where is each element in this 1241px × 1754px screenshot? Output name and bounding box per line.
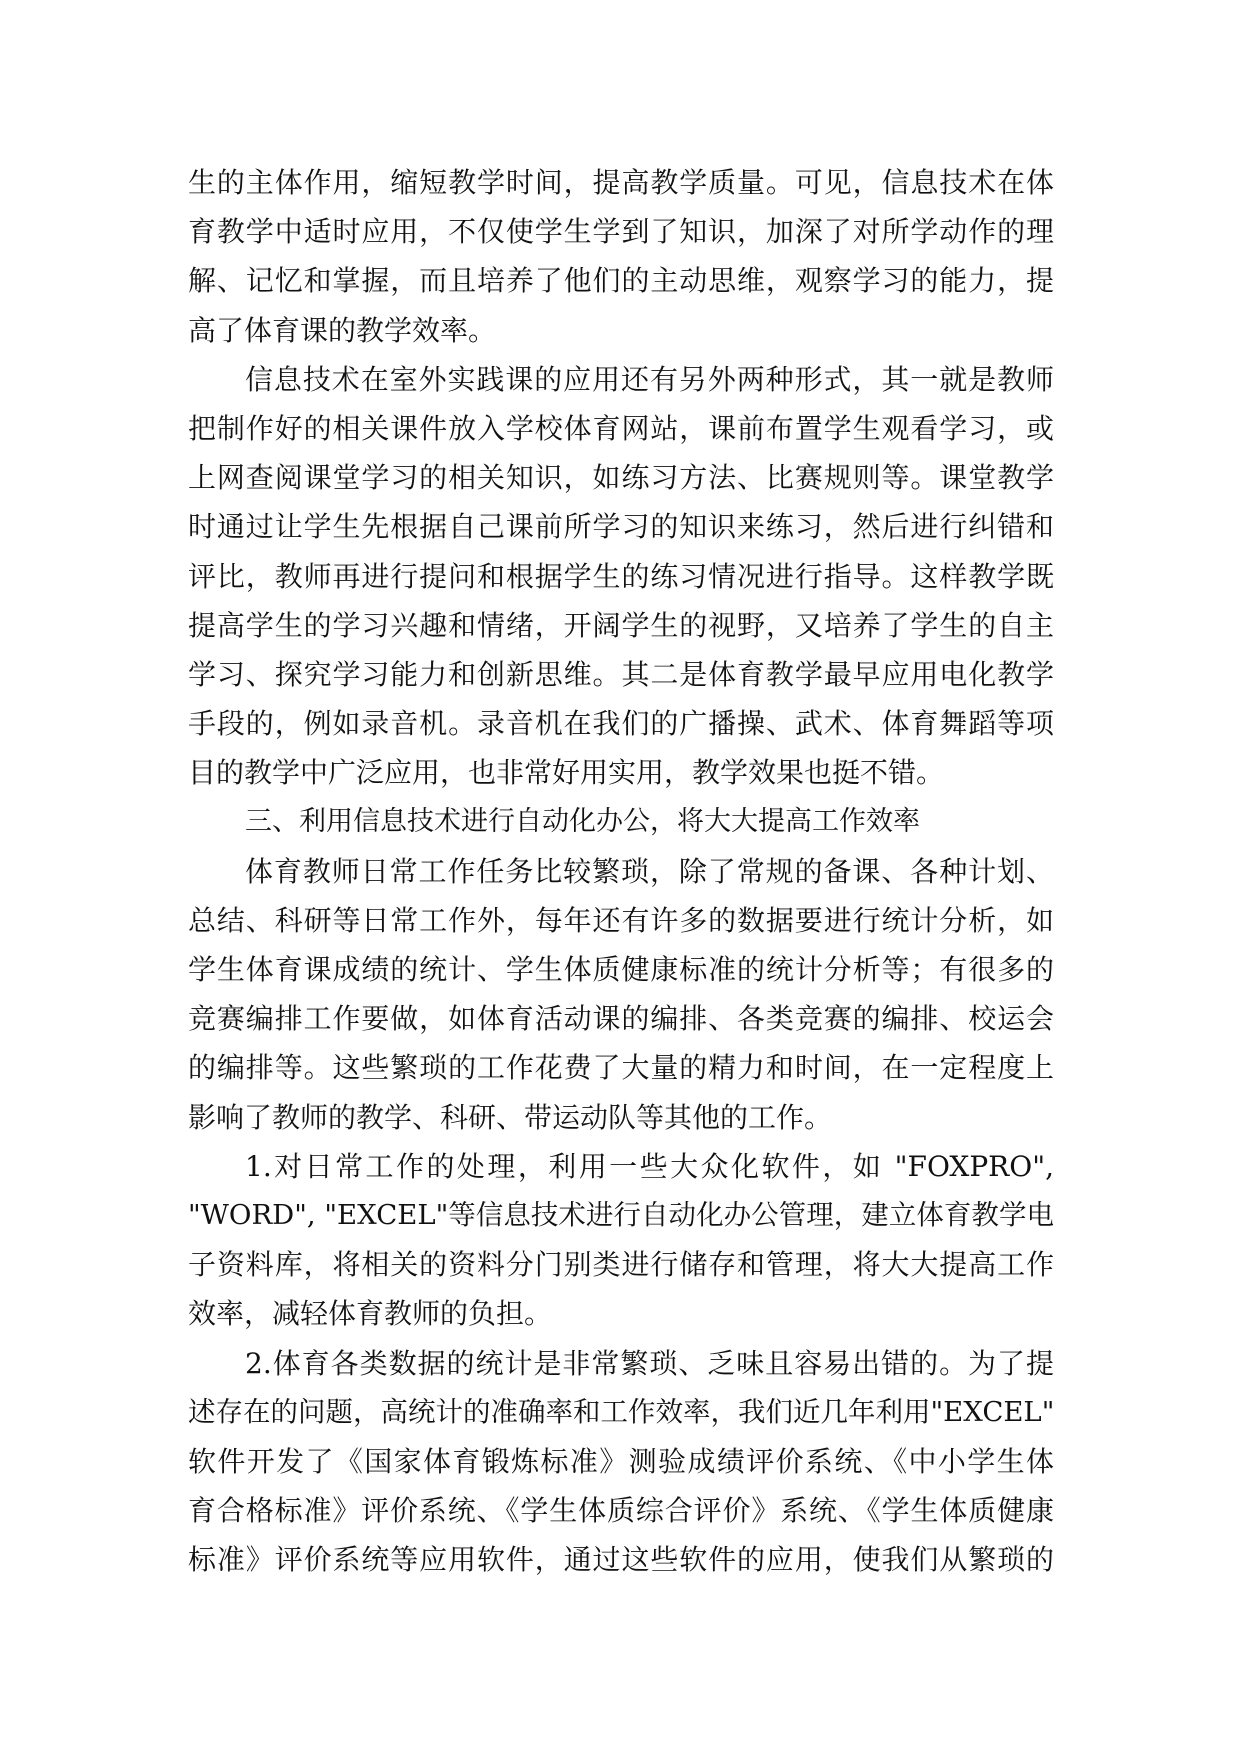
paragraph-5 [188, 1339, 1054, 1585]
text-line: 评比，教师再进行提问和根据学生的练习情况进行指导。这样教学既 [188, 559, 1054, 593]
text-line: 提高学生的学习兴趣和情绪，开阔学生的视野，又培养了学生的自主 [188, 608, 1054, 642]
document-page [188, 158, 1054, 1584]
text-line: 目的教学中广泛应用，也非常好用实用，教学效果也挺不错。 [188, 756, 945, 790]
paragraph-4 [188, 1142, 1054, 1339]
text-line: 效率，减轻体育教师的负担。 [188, 1297, 553, 1331]
paragraph-1 [188, 158, 1054, 355]
text-line: 时通过让学生先根据自己课前所学习的知识来练习，然后进行纠错和 [188, 510, 1054, 544]
text-line: 学习、探究学习能力和创新思维。其二是体育教学最早应用电化教学 [188, 657, 1054, 691]
text-line: 2.体育各类数据的统计是非常繁琐、乏味且容易出错的。为了提 [245, 1346, 1054, 1380]
heading-line: 三、利用信息技术进行自动化办公，将大大提高工作效率 [245, 806, 920, 838]
text-line: 育合格标准》评价系统、《学生体质综合评价》系统、《学生体质健康 [188, 1494, 1054, 1528]
text-line: 把制作好的相关课件放入学校体育网站，课前布置学生观看学习，或 [188, 411, 1054, 445]
text-line: "WORD", "EXCEL"等信息技术进行自动化办公管理，建立体育教学电 [188, 1198, 1054, 1231]
text-line: 手段的，例如录音机。录音机在我们的广播操、武术、体育舞蹈等项 [188, 707, 1054, 741]
text-line: 体育教师日常工作任务比较繁琐，除了常规的备课、各种计划、 [245, 854, 1054, 888]
text-line: 述存在的问题，高统计的准确率和工作效率，我们近几年利用"EXCEL" [188, 1395, 1054, 1428]
text-line: 生的主体作用，缩短教学时间，提高教学质量。可见，信息技术在体 [188, 166, 1054, 199]
text-line: 上网查阅课堂学习的相关知识，如练习方法、比赛规则等。课堂教学 [188, 461, 1054, 495]
text-line: 总结、科研等日常工作外，每年还有许多的数据要进行统计分析，如 [188, 903, 1054, 937]
text-line: 标准》评价系统等应用软件，通过这些软件的应用，使我们从繁琐的 [188, 1543, 1054, 1577]
text-line: 影响了教师的教学、科研、带运动队等其他的工作。 [188, 1100, 833, 1134]
text-line: 软件开发了《国家体育锻炼标准》测验成绩评价系统、《中小学生体 [188, 1444, 1054, 1478]
text-line: 的编排等。这些繁琐的工作花费了大量的精力和时间，在一定程度上 [188, 1051, 1054, 1085]
text-line: 竞赛编排工作要做，如体育活动课的编排、各类竞赛的编排、校运会 [188, 1002, 1054, 1036]
text-line: 1.对日常工作的处理，利用一些大众化软件，如 "FOXPRO", [245, 1149, 1054, 1183]
paragraph-2 [188, 355, 1054, 798]
text-line: 学生体育课成绩的统计、学生体质健康标准的统计分析等；有很多的 [188, 953, 1054, 986]
text-line: 子资料库，将相关的资料分门别类进行储存和管理，将大大提高工作 [188, 1248, 1054, 1282]
text-line: 信息技术在室外实践课的应用还有另外两种形式，其一就是教师 [245, 362, 1054, 396]
text-line: 解、记忆和掌握，而且培养了他们的主动思维，观察学习的能力，提 [188, 264, 1054, 298]
text-line: 高了体育课的教学效率。 [188, 313, 497, 347]
text-line: 育教学中适时应用，不仅使学生学到了知识，加深了对所学动作的理 [188, 215, 1054, 249]
paragraph-3 [188, 847, 1054, 1142]
section-heading [188, 797, 1054, 846]
